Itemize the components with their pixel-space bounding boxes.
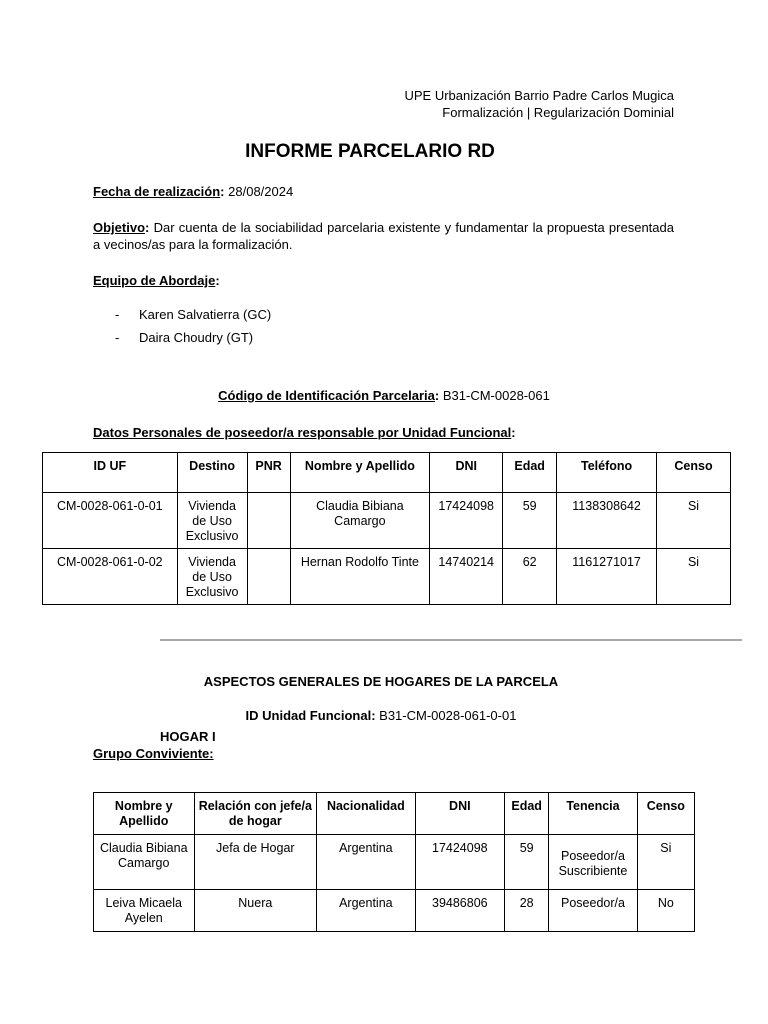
fecha-line: Fecha de realización: 28/08/2024 (93, 184, 294, 199)
table-cell: 14740214 (430, 549, 503, 605)
table-cell: 17424098 (430, 493, 503, 549)
uf-id-label: ID Unidad Funcional: (245, 708, 376, 723)
column-header: Destino (177, 453, 247, 493)
column-header: ID UF (43, 453, 178, 493)
column-header: Teléfono (557, 453, 657, 493)
objetivo-value: Dar cuenta de la sociabilidad parcelaria existente y fundamentar la propuesta presentada a vecinos/as para la formalización. (93, 220, 674, 252)
table-cell: Si (657, 493, 731, 549)
table-cell: Leiva Micaela Ayelen (94, 890, 195, 932)
table-cell: Si (637, 835, 694, 890)
column-header: Edad (505, 793, 549, 835)
uf-id-line (0, 708, 762, 723)
table-cell: Claudia Bibiana Camargo (94, 835, 195, 890)
hogar-table (93, 792, 695, 932)
table-cell: Si (657, 549, 731, 605)
equipo-list (115, 307, 271, 353)
table-row (43, 493, 731, 549)
table-cell (247, 549, 290, 605)
table-cell: 62 (503, 549, 557, 605)
report-title: INFORME PARCELARIO RD (245, 141, 495, 162)
table-cell: No (637, 890, 694, 932)
header-organization: UPE Urbanización Barrio Padre Carlos Mugica (404, 88, 674, 103)
table-row (94, 835, 695, 890)
table-cell: CM-0028-061-0-01 (43, 493, 178, 549)
fecha-label: Fecha de realización (93, 184, 221, 199)
column-header: DNI (415, 793, 504, 835)
table-cell: Vivienda de Uso Exclusivo (177, 493, 247, 549)
table-cell: Hernan Rodolfo Tinte (290, 549, 430, 605)
uf-id-value: B31-CM-0028-061-0-01 (379, 708, 517, 723)
table-cell: 39486806 (415, 890, 504, 932)
table-cell (247, 493, 290, 549)
grupo-conviviente-label: Grupo Conviviente: (93, 746, 214, 761)
table-header-row (94, 793, 695, 835)
table-cell: CM-0028-061-0-02 (43, 549, 178, 605)
table-cell: Poseedor/a Suscribiente (549, 835, 637, 890)
column-header: Edad (503, 453, 557, 493)
column-header: Tenencia (549, 793, 637, 835)
fecha-value: 28/08/2024 (228, 184, 294, 199)
column-header: DNI (430, 453, 503, 493)
column-header: Nombre y Apellido (94, 793, 195, 835)
column-header: Nombre y Apellido (290, 453, 430, 493)
codigo-line: Código de Identificación Parcelaria: B31-CM-0028-061 (218, 388, 550, 403)
equipo-heading: Equipo de Abordaje: (93, 273, 220, 288)
datos-personales-heading: Datos Personales de poseedor/a responsable por Unidad Funcional: (93, 425, 516, 440)
column-header: Relación con jefe/a de hogar (194, 793, 317, 835)
member-name: Daira Choudry (GT) (139, 330, 254, 345)
document-header (404, 87, 674, 121)
table-cell: 59 (505, 835, 549, 890)
objetivo-paragraph: Objetivo: Dar cuenta de la sociabilidad parcelaria existente y fundamentar la propuesta presentada a vecinos/as para la formalización. (93, 220, 674, 252)
equipo-label: Equipo de Abordaje (93, 273, 216, 288)
table-cell: 1161271017 (557, 549, 657, 605)
member-name: Karen Salvatierra (GC) (139, 307, 272, 322)
table-cell: Vivienda de Uso Exclusivo (177, 549, 247, 605)
datos-personales-label: Datos Personales de poseedor/a responsable por Unidad Funcional (93, 425, 512, 440)
section-divider (160, 639, 742, 641)
list-item: - Daira Choudry (GT) (115, 330, 271, 353)
table-cell: Jefa de Hogar (194, 835, 317, 890)
table-cell: 17424098 (415, 835, 504, 890)
header-area: Formalización | Regularización Dominial (442, 105, 674, 120)
table-row (43, 549, 731, 605)
codigo-label: Código de Identificación Parcelaria (218, 388, 435, 403)
table-cell: Nuera (194, 890, 317, 932)
table-cell: Argentina (317, 835, 415, 890)
column-header: Censo (657, 453, 731, 493)
table-cell: Argentina (317, 890, 415, 932)
table-row (94, 890, 695, 932)
codigo-value: B31-CM-0028-061 (442, 388, 550, 403)
table-header-row (43, 453, 731, 493)
column-header: PNR (247, 453, 290, 493)
table-cell: 1138308642 (557, 493, 657, 549)
hogar-label: HOGAR I (160, 729, 216, 744)
table-cell: 28 (505, 890, 549, 932)
aspectos-title: ASPECTOS GENERALES DE HOGARES DE LA PARCELA (203, 674, 559, 689)
objetivo-label: Objetivo (93, 220, 146, 235)
column-header: Nacionalidad (317, 793, 415, 835)
uf-table (42, 452, 731, 605)
table-cell: Claudia Bibiana Camargo (290, 493, 430, 549)
list-item: - Karen Salvatierra (GC) (115, 307, 271, 330)
column-header: Censo (637, 793, 694, 835)
table-cell: Poseedor/a (549, 890, 637, 932)
table-cell: 59 (503, 493, 557, 549)
